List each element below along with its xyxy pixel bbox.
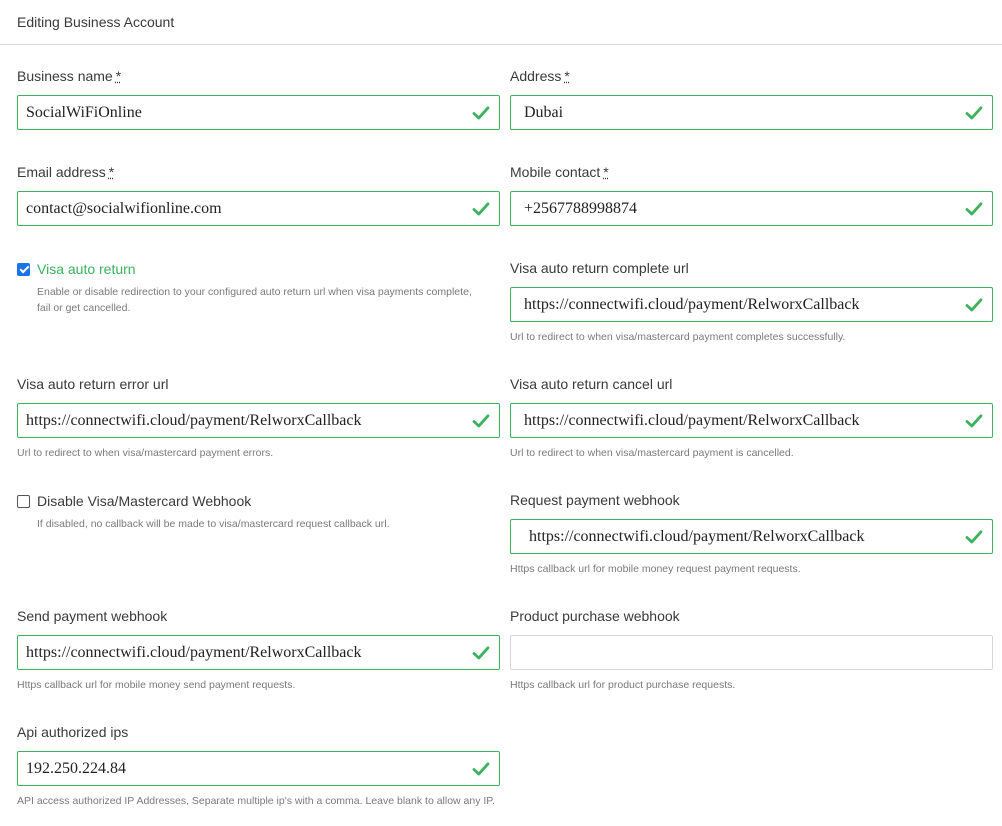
visa-auto-return-label[interactable]: Visa auto return — [37, 261, 136, 277]
disable-webhook-help: If disabled, no callback will be made to visa/mastercard request callback url. — [37, 518, 390, 530]
visa-error-url-group — [17, 375, 500, 461]
product-purchase-webhook-input[interactable] — [511, 636, 992, 669]
email-field[interactable] — [18, 192, 499, 225]
visa-auto-return-checkbox[interactable] — [17, 263, 30, 276]
valid-check-icon — [472, 104, 490, 122]
visa-auto-return-group — [17, 260, 477, 316]
visa-error-url-input[interactable] — [18, 404, 499, 437]
page-header — [0, 0, 1002, 45]
required-marker: * — [108, 164, 115, 180]
visa-auto-return-help: Enable or disable redirection to your configured auto return url when visa payments complete, fail or get cancelled. — [37, 286, 472, 314]
disable-webhook-label[interactable]: Disable Visa/Mastercard Webhook — [37, 493, 252, 509]
email-group — [17, 163, 500, 226]
address-group — [510, 67, 993, 130]
api-ips-input[interactable] — [18, 752, 499, 785]
send-payment-webhook-group — [17, 607, 500, 693]
request-payment-webhook-input[interactable] — [511, 520, 992, 553]
valid-check-icon — [965, 200, 983, 218]
send-payment-webhook-input[interactable] — [18, 636, 499, 669]
send-payment-webhook-label: Send payment webhook — [17, 608, 168, 624]
address-wrapper — [510, 95, 993, 130]
required-marker: * — [115, 68, 122, 84]
email-wrapper — [17, 191, 500, 226]
product-purchase-webhook-group — [510, 607, 993, 693]
request-payment-webhook-help: Https callback url for mobile money request payment requests. — [510, 563, 801, 575]
request-payment-webhook-wrapper — [510, 519, 993, 554]
visa-auto-return-toggle[interactable] — [17, 260, 477, 278]
valid-check-icon — [965, 104, 983, 122]
visa-cancel-url-help: Url to redirect to when visa/mastercard payment is cancelled. — [510, 447, 794, 459]
api-ips-group — [17, 723, 500, 809]
required-marker: * — [564, 68, 570, 84]
api-ips-help: API access authorized IP Addresses, Separate multiple ip's with a comma. Leave blank to allow any IP. — [17, 795, 495, 807]
mobile-contact-input[interactable] — [511, 192, 992, 225]
visa-error-url-wrapper — [17, 403, 500, 438]
visa-error-url-help: Url to redirect to when visa/mastercard payment errors. — [17, 447, 274, 459]
valid-check-icon — [965, 528, 983, 546]
business-name-group — [17, 67, 500, 130]
product-purchase-webhook-help: Https callback url for product purchase requests. — [510, 679, 736, 691]
request-payment-webhook-label: Request payment webhook — [510, 492, 680, 508]
send-payment-webhook-help: Https callback url for mobile money send payment requests. — [17, 679, 296, 691]
mobile-group — [510, 163, 993, 226]
visa-complete-url-wrapper — [510, 287, 993, 322]
email-label: Email address * — [17, 164, 115, 180]
valid-check-icon — [965, 296, 983, 314]
valid-check-icon — [472, 760, 490, 778]
valid-check-icon — [472, 200, 490, 218]
required-marker: * — [603, 164, 609, 180]
product-purchase-webhook-wrapper — [510, 635, 993, 670]
visa-complete-url-group — [510, 259, 993, 345]
address-label: Address * — [510, 68, 570, 84]
visa-cancel-url-input[interactable] — [511, 404, 992, 437]
business-name-input[interactable] — [18, 96, 499, 129]
visa-error-url-label: Visa auto return error url — [17, 376, 169, 392]
mobile-label: Mobile contact * — [510, 164, 609, 180]
address-input[interactable] — [511, 96, 992, 129]
request-payment-webhook-group — [510, 491, 993, 577]
visa-complete-url-label: Visa auto return complete url — [510, 260, 689, 276]
business-name-label: Business name * — [17, 68, 122, 84]
valid-check-icon — [965, 412, 983, 430]
visa-complete-url-help: Url to redirect to when visa/mastercard payment completes successfully. — [510, 331, 846, 343]
disable-webhook-toggle[interactable] — [17, 492, 477, 510]
disable-webhook-group — [17, 492, 477, 532]
visa-cancel-url-label: Visa auto return cancel url — [510, 376, 673, 392]
page-title: Editing Business Account — [17, 14, 175, 30]
valid-check-icon — [472, 644, 490, 662]
product-purchase-webhook-label: Product purchase webhook — [510, 608, 680, 624]
disable-webhook-checkbox[interactable] — [17, 495, 30, 508]
visa-cancel-url-wrapper — [510, 403, 993, 438]
visa-cancel-url-group — [510, 375, 993, 461]
send-payment-webhook-wrapper — [17, 635, 500, 670]
api-ips-label: Api authorized ips — [17, 724, 129, 740]
mobile-wrapper — [510, 191, 993, 226]
visa-complete-url-input[interactable] — [511, 288, 992, 321]
business-name-wrapper — [17, 95, 500, 130]
api-ips-wrapper — [17, 751, 500, 786]
valid-check-icon — [472, 412, 490, 430]
